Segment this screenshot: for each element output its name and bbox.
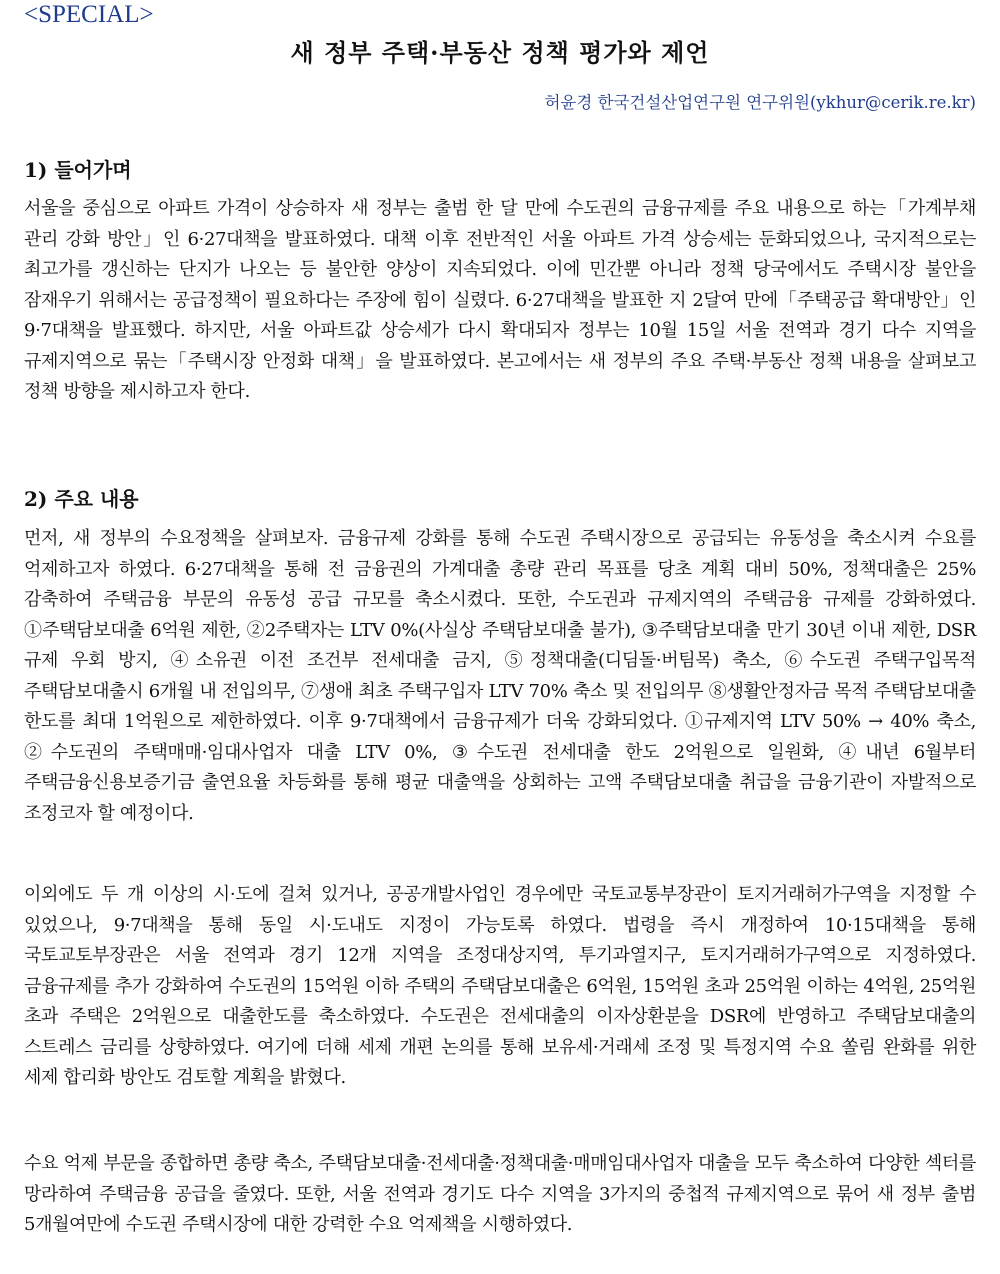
paragraph-regulated-areas: 이외에도 두 개 이상의 시·도에 걸쳐 있거나, 공공개발사업인 경우에만 국토교통부장관이 토지거래허가구역을 지정할 수 있었으나, 9·7대책을 통해 동일 시·도내도 지정이 가능토록 하였다. 법령을 즉시 개정하여 10·15대책을 통해 국토교토부장관은 서울 전역과 경기 12개 지역을 조정대상지역, 투기과열지구, 토지거래허가구역으로 지정하였다. 금융규제를 추가 강화하여 수도권의 15억원 이하 주택의 주택담보대출은 6억원, 15억원 초과 25억원 이하는 4억원, 25억원 초과 주택은 2억원으로 대출한도를 축소하였다. 수도권은 전세대출의 이자상환분을 DSR에 반영하고 주택담보대출의 스트레스 금리를 상향하였다. 여기에 더해 세제 개편 논의를 통해 보유세·거래세 조정 및 특정지역 수요 쏠림 완화를 위한 세제 합리화 방안도 검토할 계획을 밝혔다.: [24, 884, 976, 1088]
section-heading-intro: 1) 들어가며: [24, 158, 132, 182]
paragraph-summary: 수요 억제 부문을 종합하면 총량 축소, 주택담보대출·전세대출·정책대출·매매임대사업자 대출을 모두 축소하여 다양한 섹터를 망라하여 주택금융 공급을 줄였다. 또한, 서울 전역과 경기도 다수 지역을 3가지의 중첩적 규제지역으로 묶어 새 정부 출범 5개월여만에 수도권 주택시장에 대한 강력한 수요 억제책을 시행하였다.: [24, 1153, 976, 1235]
section-heading-main: 2) 주요 내용: [24, 487, 139, 511]
page-title: 새 정부 주택·부동산 정책 평가와 제언: [290, 38, 710, 67]
special-tag: <SPECIAL>: [24, 1, 154, 28]
paragraph-intro: 서울을 중심으로 아파트 가격이 상승하자 새 정부는 출범 한 달 만에 수도권의 금융규제를 주요 내용으로 하는「가계부채 관리 강화 방안」인 6·27대책을 발표하였다. 대책 이후 전반적인 서울 아파트 가격 상승세는 둔화되었으나, 국지적으로는 최고가를 갱신하는 단지가 나오는 등 불안한 양상이 지속되었다. 이에 민간뿐 아니라 정책 당국에서도 주택시장 불안을 잠재우기 위해서는 공급정책이 필요하다는 주장에 힘이 실렸다. 6·27대책을 발표한 지 2달여 만에「주택공급 확대방안」인 9·7대책을 발표했다. 하지만, 서울 아파트값 상승세가 다시 확대되자 정부는 10월 15일 서울 전역과 경기 다수 지역을 규제지역으로 묶는「주택시장 안정화 대책」을 발표하였다. 본고에서는 새 정부의 주요 주택·부동산 정책 내용을 살펴보고 정책 방향을 제시하고자 한다.: [24, 198, 976, 402]
paragraph-demand-policy: 먼저, 새 정부의 수요정책을 살펴보자. 금융규제 강화를 통해 수도권 주택시장으로 공급되는 유동성을 축소시켜 수요를 억제하고자 하였다. 6·27대책을 통해 전 금융권의 가계대출 총량 관리 목표를 당초 계획 대비 50%, 정책대출은 25% 감축하여 주택금융 부문의 유동성 공급 규모를 축소시켰다. 또한, 수도권과 규제지역의 주택금융 규제를 강화하였다. ①주택담보대출 6억원 제한, ②2주택자는 LTV 0%(사실상 주택담보대출 불가), ③주택담보대출 만기 30년 이내 제한, DSR 규제 우회 방지, ④소유권 이전 조건부 전세대출 금지, ⑤정책대출(디딤돌·버팀목) 축소, ⑥수도권 주택구입목적 주택담보대출시 6개월 내 전입의무, ⑦생애 최초 주택구입자 LTV 70% 축소 및 전입의무 ⑧생활안정자금 목적 주택담보대출 한도를 최대 1억원으로 제한하였다. 이후 9·7대책에서 금융규제가 더욱 강화되었다. ①규제지역 LTV 50% → 40% 축소, ②수도권의 주택매매·임대사업자 대출 LTV 0%, ③수도권 전세대출 한도 2억원으로 일원화, ④내년 6월부터 주택금융신용보증기금 출연요율 차등화를 통해 평균 대출액을 상회하는 고액 주택담보대출 취급을 금융기관이 자발적으로 조정코자 할 예정이다.: [24, 528, 976, 824]
author-line: 허윤경 한국건설산업연구원 연구위원(ykhur@cerik.re.kr): [544, 93, 976, 112]
